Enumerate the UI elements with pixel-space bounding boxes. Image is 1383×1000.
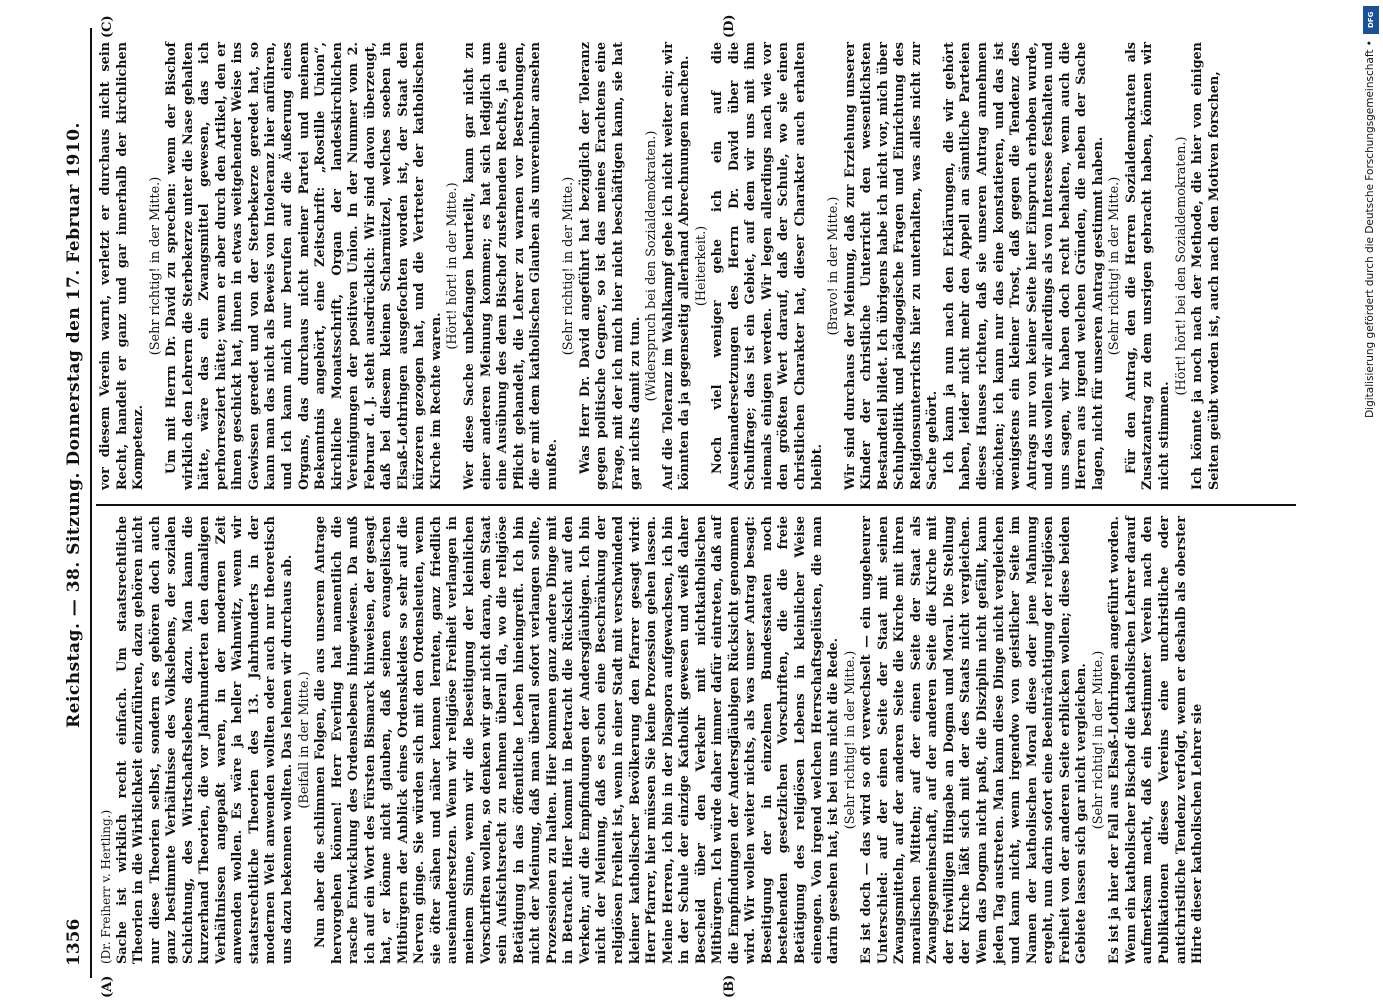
left-column (98, 516, 1207, 964)
interjection: (Hört! hört! bei den Sozialdemokraten.) (1173, 136, 1189, 396)
interjection: (Sehr richtig! in der Mitte.) (1107, 176, 1123, 356)
running-title: Reichstag. — 38. Sitzung. Donnerstag den 17. Februar 1910. (64, 122, 84, 728)
interjection: (Sehr richtig! in der Mitte.) (147, 176, 163, 356)
paragraph: Ich kann ja nun nach den Erklärungen, die wir gehört haben, leider nicht mehr den Appell an sämtliche Parteien dieses Hauses richten, daß sie unseren Antrag annehmen möchten; ich kann nur das eine konstatieren, und das ist wenigstens ein kleiner Trost, daß gegen die Tendenz des Antrags nur von keiner Seite hier Einspruch erhoben wurde, und das wollen wir allerdings als von Interesse festhalten und uns sagen, wir haben doch recht behalten, wenn auch die Herren aus irgend welchen Gründen, die neben der Sache lagen, nicht für unseren Antrag gestimmt haben. (941, 42, 1106, 490)
margin-marker-c: (C) (100, 15, 115, 38)
column-divider (96, 504, 1296, 506)
paragraph: Wer diese Sache unbefangen beurteilt, kann gar nicht zu einer anderen Meinung kommen; es hat sich lediglich um eine Ausübung des dem Bischof zustehenden Rechts, ja eine Pflicht gehandelt, die Lehrer zu warnen vor Bestrebungen, die er mit dem katholischen Glauben als unvereinbar ansehen mußte. (462, 42, 560, 490)
paragraph: Für den Antrag, den die Herren Sozialdemokraten als Zusatzantrag zu dem unsrigen gebracht haben, können wir nicht stimmen. (1123, 42, 1172, 490)
interjection: (Sehr richtig! in der Mitte.) (842, 650, 858, 830)
paragraph: Auf die Toleranz im Wahlkampf gehe ich nicht weiter ein; wir könnten da ja gegenseitig allerhand Abrechnungen machen. (660, 42, 693, 490)
paragraph: Nun aber die schlimmen Folgen, die aus unserem Antrage hervorgehen können! Herr Everling hat namentlich die rasche Entwicklung des Ordenslebens hingewiesen. Da muß ich auf ein Wort des Fürsten Bismarck hinweisen, der gesagt hat, er könne nicht glauben, daß seinen evangelischen Mitbürgern der Anblick eines Ordenskleides so sehr auf die Nerven ginge. Sie würden sich mit den Ordensleuten, wenn sie öfter sähen und näher kennen lernten, ganz friedlich auseinandersetzen. Wenn wir religiöse Freiheit verlangen in meinem Sinne, wenn wir die Beseitigung der kleinlichen Vorschriften wollen, so denken wir gar nicht daran, dem Staat sein Aufsichtsrecht zu nehmen überall da, wo die religiöse Betätigung in das öffentliche Leben hineingreift. Ich bin nicht der Meinung, daß man überall sofort verlangen sollte, Prozessionen zu halten. Hier kommen ganz andere Dinge mit in Betracht. Hier kommt in Betracht die Rücksicht auf den Verkehr, auf die Empfindungen der Andersgläubigen. Ich bin nicht der Meinung, daß es schon eine Beschränkung der religiösen Freiheit ist, wenn in einer Stadt mit verschwindend kleiner katholischer Bevölkerung den Pfarrer gesagt wird: Herr Pfarrer, hier müssen Sie keine Prozession gehen lassen. Meine Herren, ich bin in der Diaspora aufgewachsen, ich bin in der Schule der einzige Katholik gewesen und weiß daher Bescheid über den Verkehr mit nichtkatholischen Mitbürgern. Ich würde daher immer dafür eintreten, daß auf die Empfindungen der Andersgläubigen Rücksicht genommen wird. Wir wollen weiter nichts, als was unser Antrag besagt: Beseitigung der in einzelnen Bundesstaaten noch bestehenden gesetzlichen Vorschriften, die die freie Betätigung des religiösen Lebens in kleinlicher Weise einengen. Von irgend welchen Herrschaftsgelüsten, die man darin gesehen hat, ist bei uns nicht die Rede. (313, 516, 842, 964)
interjection: (Heiterkeit.) (693, 225, 709, 307)
interjection: (Beifall in der Mitte.) (296, 671, 312, 809)
paragraph: Ich könnte ja noch nach der Methode, die hier von einigen Seiten geübt worden ist, auch nach den Motiven forschen, (1190, 42, 1222, 490)
right-column (98, 42, 1223, 490)
page-header (60, 28, 90, 978)
page-number: 1356 (64, 918, 84, 966)
margin-marker-d: (D) (722, 14, 737, 38)
paragraph: Es ist doch — das wird so oft verwechselt — ein ungeheurer Unterschied: auf der einen Seite der Staat mit seinen Zwangsmitteln, auf der anderen Seite die Kirche mit ihren moralischen Mitteln; auf der einen Seite der Staat als Zwangsgemeinschaft, auf der anderen Seite die Kirche mit der freiwilligen Hingabe an Dogma und Moral. Die Stellung der Kirche läßt sich mit der des Staats nicht vergleichen. Wem das Dogma nicht paßt, die Disziplin nicht gefällt, kann jeden Tag austreten. Man kann diese Dinge nicht vergleichen und kann nicht, wenn irgendwo von geistlicher Seite im Namen der katholischen Moral diese oder jene Mahnung ergeht, nun darin sofort eine Beeinträchtigung der religiösen Freiheit von der anderen Seite erblicken wollen; diese beiden Gebiete lassen sich gar nicht vergleichen. (859, 516, 1090, 964)
paragraph: vor diesem Verein warnt, verletzt er durchaus nicht sein Recht, handelt er ganz und gar innerhalb der kirchlichen Kompetenz. (98, 42, 147, 490)
credit-text: Digitalisierung gefördert durch die Deutsche Forschungsgemeinschaft • (1364, 40, 1376, 418)
paragraph: Wir sind durchaus der Meinung, daß zur Erziehung unserer Kinder der christliche Unterricht den wesentlichsten Bestandteil bildet. Ich übrigens habe ich nicht vor, mich über Schulpolitik und pädagogische Fragen und Einrichtung des Religionsunterrichts hier zu unterhalten, was alles nicht zur Sache gehört. (842, 42, 941, 490)
paragraph: Um mit Herrn Dr. David zu sprechen: wenn der Bischof wirklich den Lehrern die Sterbekerze unter die Nase gehalten hätte, wäre das ein Zwangsmittel gewesen, das ich perhorresziert hätte; wenn er aber durch den Artikel, den er ihnen geschickt hat, ihnen in etwas weitgehender Weise ins Gewissen geredet und von der Sterbekerze geredet hat, so kann man das nicht als Beweis von Intoleranz hier anführen, und ich kann mich nur berufen auf die Äußerung eines Organs, das durchaus nicht meiner Partei und meinem Bekenntnis angehört, eine Zeitschrift: „Rostille Union“, kirchliche Monatsschrift, Organ der landeskirchlichen Vereinigungen der positiven Union. In der Nummer vom 2. Februar d. J. steht ausdrücklich: Wir sind davon überzeugt, daß bei diesem kleinen Scharmützel, welches soeben in Elsaß-Lothringen ausgefochten worden ist, der Staat den kürzeren gezogen hat, und die Vertreter der katholischen Kirche im Rechte waren. (164, 42, 444, 490)
speaker-line: (Dr. Freiherr v. Hertling.) (99, 809, 113, 964)
margin-marker-b: (B) (722, 974, 737, 998)
paragraph: Es ist ja hier der Fall aus Elsaß-Lothringen angeführt worden. Wenn ein katholischer Bischof die katholischen Lehrer darauf aufmerksam macht, daß ein bestimmter Verein nach den Publikationen dieses Vereins eine unchristliche oder antichristliche Tendenz verfolgt, wenn er deshalb als oberster Hirte dieser katholischen Lehrer sie (1107, 516, 1206, 964)
paragraph: Was Herr Dr. David angeführt hat bezüglich der Toleranz gegen politische Gegner, so ist das meines Erachtens eine Frage, mit der ich mich hier nicht beschäftigen kann, sie hat gar nichts damit zu tun. (577, 42, 643, 490)
dfg-logo: DFG (1363, 6, 1379, 34)
interjection: (Sehr richtig! in der Mitte.) (561, 176, 577, 356)
interjection: (Sehr richtig! in der Mitte.) (1090, 650, 1106, 830)
header-rule (90, 28, 92, 978)
paragraph: Noch viel weniger gehe ich ein auf die Auseinandersetzungen des Herrn Dr. David über die Schulfrage; das ist ein Gebiet, auf dem wir uns mit ihm niemals einigen werden. Wir legen allerdings nach wie vor den größten Wert darauf, daß der Schule, wo sie einen christlichen Charakter hat, dieser Charakter auch erhalten bleibt. (710, 42, 825, 490)
interjection: (Hört! hört! in der Mitte.) (445, 182, 461, 350)
margin-marker-a: (A) (100, 975, 115, 998)
paragraph: Sache ist wirklich recht einfach. Um staatsrechtliche Theorien in die Wirklichkeit einzuführen, dazu gehören nicht nur diese Theorien selbst, sondern es gehören doch auch ganz bestimmte Verhältnisse des Volkslebens, der sozialen Schichtung, des Wirtschaftslebens dazu. Man kann die kurzerhand Theorien, die vor Jahrhunderten den damaligen Verhältnissen angepaßt waren, in der modernen Zeit anwenden wollen. Es wäre ja heller Wahnwitz, wenn wir staatsrechtliche Theorien des 13. Jahrhunderts in der modernen Welt anwenden wollten oder auch nur theoretisch uns dazu bekennen wollten. Das lehnen wir durchaus ab. (114, 516, 296, 964)
digitization-credit (1361, 6, 1381, 994)
document-page (22, 14, 1322, 998)
interjection: (Bravo! in der Mitte.) (826, 196, 842, 336)
interjection: (Widerspruch bei den Sozialdemokraten.) (644, 130, 660, 402)
